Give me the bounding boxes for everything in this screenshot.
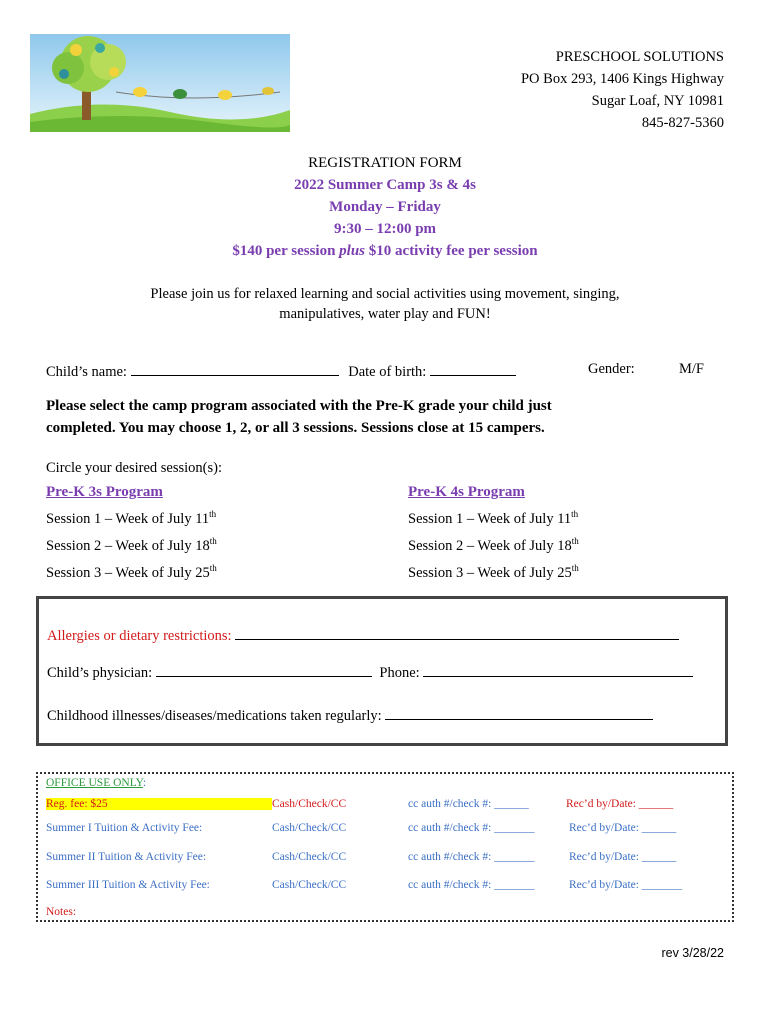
session-option[interactable]: Session 2 – Week of July 18th [408, 535, 579, 554]
allergies-label: Allergies or dietary restrictions: [47, 628, 232, 644]
office-use-box [36, 772, 734, 922]
camp-hours: 9:30 – 12:00 pm [333, 221, 437, 237]
summer1-recd: Rec’d by/Date: ______ [569, 822, 677, 834]
dob-label: Date of birth: [348, 364, 427, 380]
office-header: OFFICE USE ONLY: [46, 777, 147, 789]
summer3-label: Summer III Tuition & Activity Fee: [46, 879, 210, 891]
program-3s [46, 481, 217, 583]
camp-days: Monday – Friday [329, 199, 441, 215]
summer2-recd: Rec’d by/Date: ______ [569, 851, 677, 863]
program-instructions: Please select the camp program associated with the Pre-K grade your child just completed. You may choose 1, 2, or all 3 sessions. Sessions close at 15 campers. [46, 398, 552, 436]
summer1-auth: cc auth #/check #: _______ [408, 822, 535, 834]
program-4s-title: Pre-K 4s Program [408, 484, 525, 500]
camp-title: 2022 Summer Camp 3s & 4s [294, 177, 476, 193]
summer3-recd: Rec’d by/Date: _______ [569, 879, 683, 891]
summer1-method: Cash/Check/CC [272, 822, 347, 834]
gender-label: Gender: [588, 361, 635, 377]
org-phone: 845-827-5360 [641, 115, 724, 131]
program-4s [408, 481, 579, 583]
allergies-field[interactable] [235, 625, 679, 640]
reg-fee-auth: cc auth #/check #: ______ [408, 798, 529, 810]
session-option[interactable]: Session 3 – Week of July 25th [408, 562, 579, 581]
form-title: REGISTRATION FORM [308, 155, 462, 171]
reg-fee-recd: Rec’d by/Date: ______ [566, 798, 674, 810]
circle-label: Circle your desired session(s): [46, 460, 222, 476]
physician-phone-field[interactable] [423, 662, 693, 677]
summer2-method: Cash/Check/CC [272, 851, 347, 863]
reg-fee-method: Cash/Check/CC [272, 798, 347, 810]
session-option[interactable]: Session 2 – Week of July 18th [46, 535, 217, 554]
address-line-1: PO Box 293, 1406 Kings Highway [520, 71, 724, 87]
illness-label: Childhood illnesses/diseases/medications taken regularly: [47, 708, 382, 724]
physician-label: Child’s physician: [47, 665, 153, 681]
summer2-label: Summer II Tuition & Activity Fee: [46, 851, 207, 863]
session-option[interactable]: Session 3 – Week of July 25th [46, 562, 217, 581]
summer3-auth: cc auth #/check #: _______ [408, 879, 535, 891]
child-name-field[interactable] [131, 361, 339, 376]
child-info-row [46, 361, 726, 381]
dob-field[interactable] [430, 361, 516, 376]
summer3-method: Cash/Check/CC [272, 879, 347, 891]
notes-label: Notes: [46, 906, 77, 918]
program-3s-title: Pre-K 3s Program [46, 484, 163, 500]
illness-row [47, 705, 653, 725]
session-option[interactable]: Session 1 – Week of July 11th [408, 509, 579, 527]
illness-field[interactable] [385, 705, 653, 720]
logo-illustration [30, 34, 290, 132]
camp-fee: $140 per session plus $10 activity fee per session [232, 243, 538, 259]
revision-date: rev 3/28/22 [661, 946, 724, 960]
org-name: PRESCHOOL SOLUTIONS [555, 49, 724, 65]
allergies-row [47, 625, 679, 645]
org-address-block [521, 46, 724, 134]
medical-info-box [36, 596, 728, 746]
intro-text: Please join us for relaxed learning and social activities using movement, singing, manipulatives, water play and FUN! [150, 286, 620, 322]
reg-fee-label: Reg. fee: $25 [46, 798, 272, 810]
title-block [0, 152, 770, 262]
child-name-label: Child’s name: [46, 364, 127, 380]
session-option[interactable]: Session 1 – Week of July 11th [46, 509, 217, 527]
summer1-label: Summer I Tuition & Activity Fee: [46, 822, 203, 834]
address-line-2: Sugar Loaf, NY 10981 [591, 93, 724, 109]
summer2-auth: cc auth #/check #: _______ [408, 851, 535, 863]
gender-options[interactable]: M/F [679, 361, 704, 377]
physician-field[interactable] [156, 662, 372, 677]
physician-row [47, 662, 693, 682]
physician-phone-label: Phone: [379, 665, 420, 681]
